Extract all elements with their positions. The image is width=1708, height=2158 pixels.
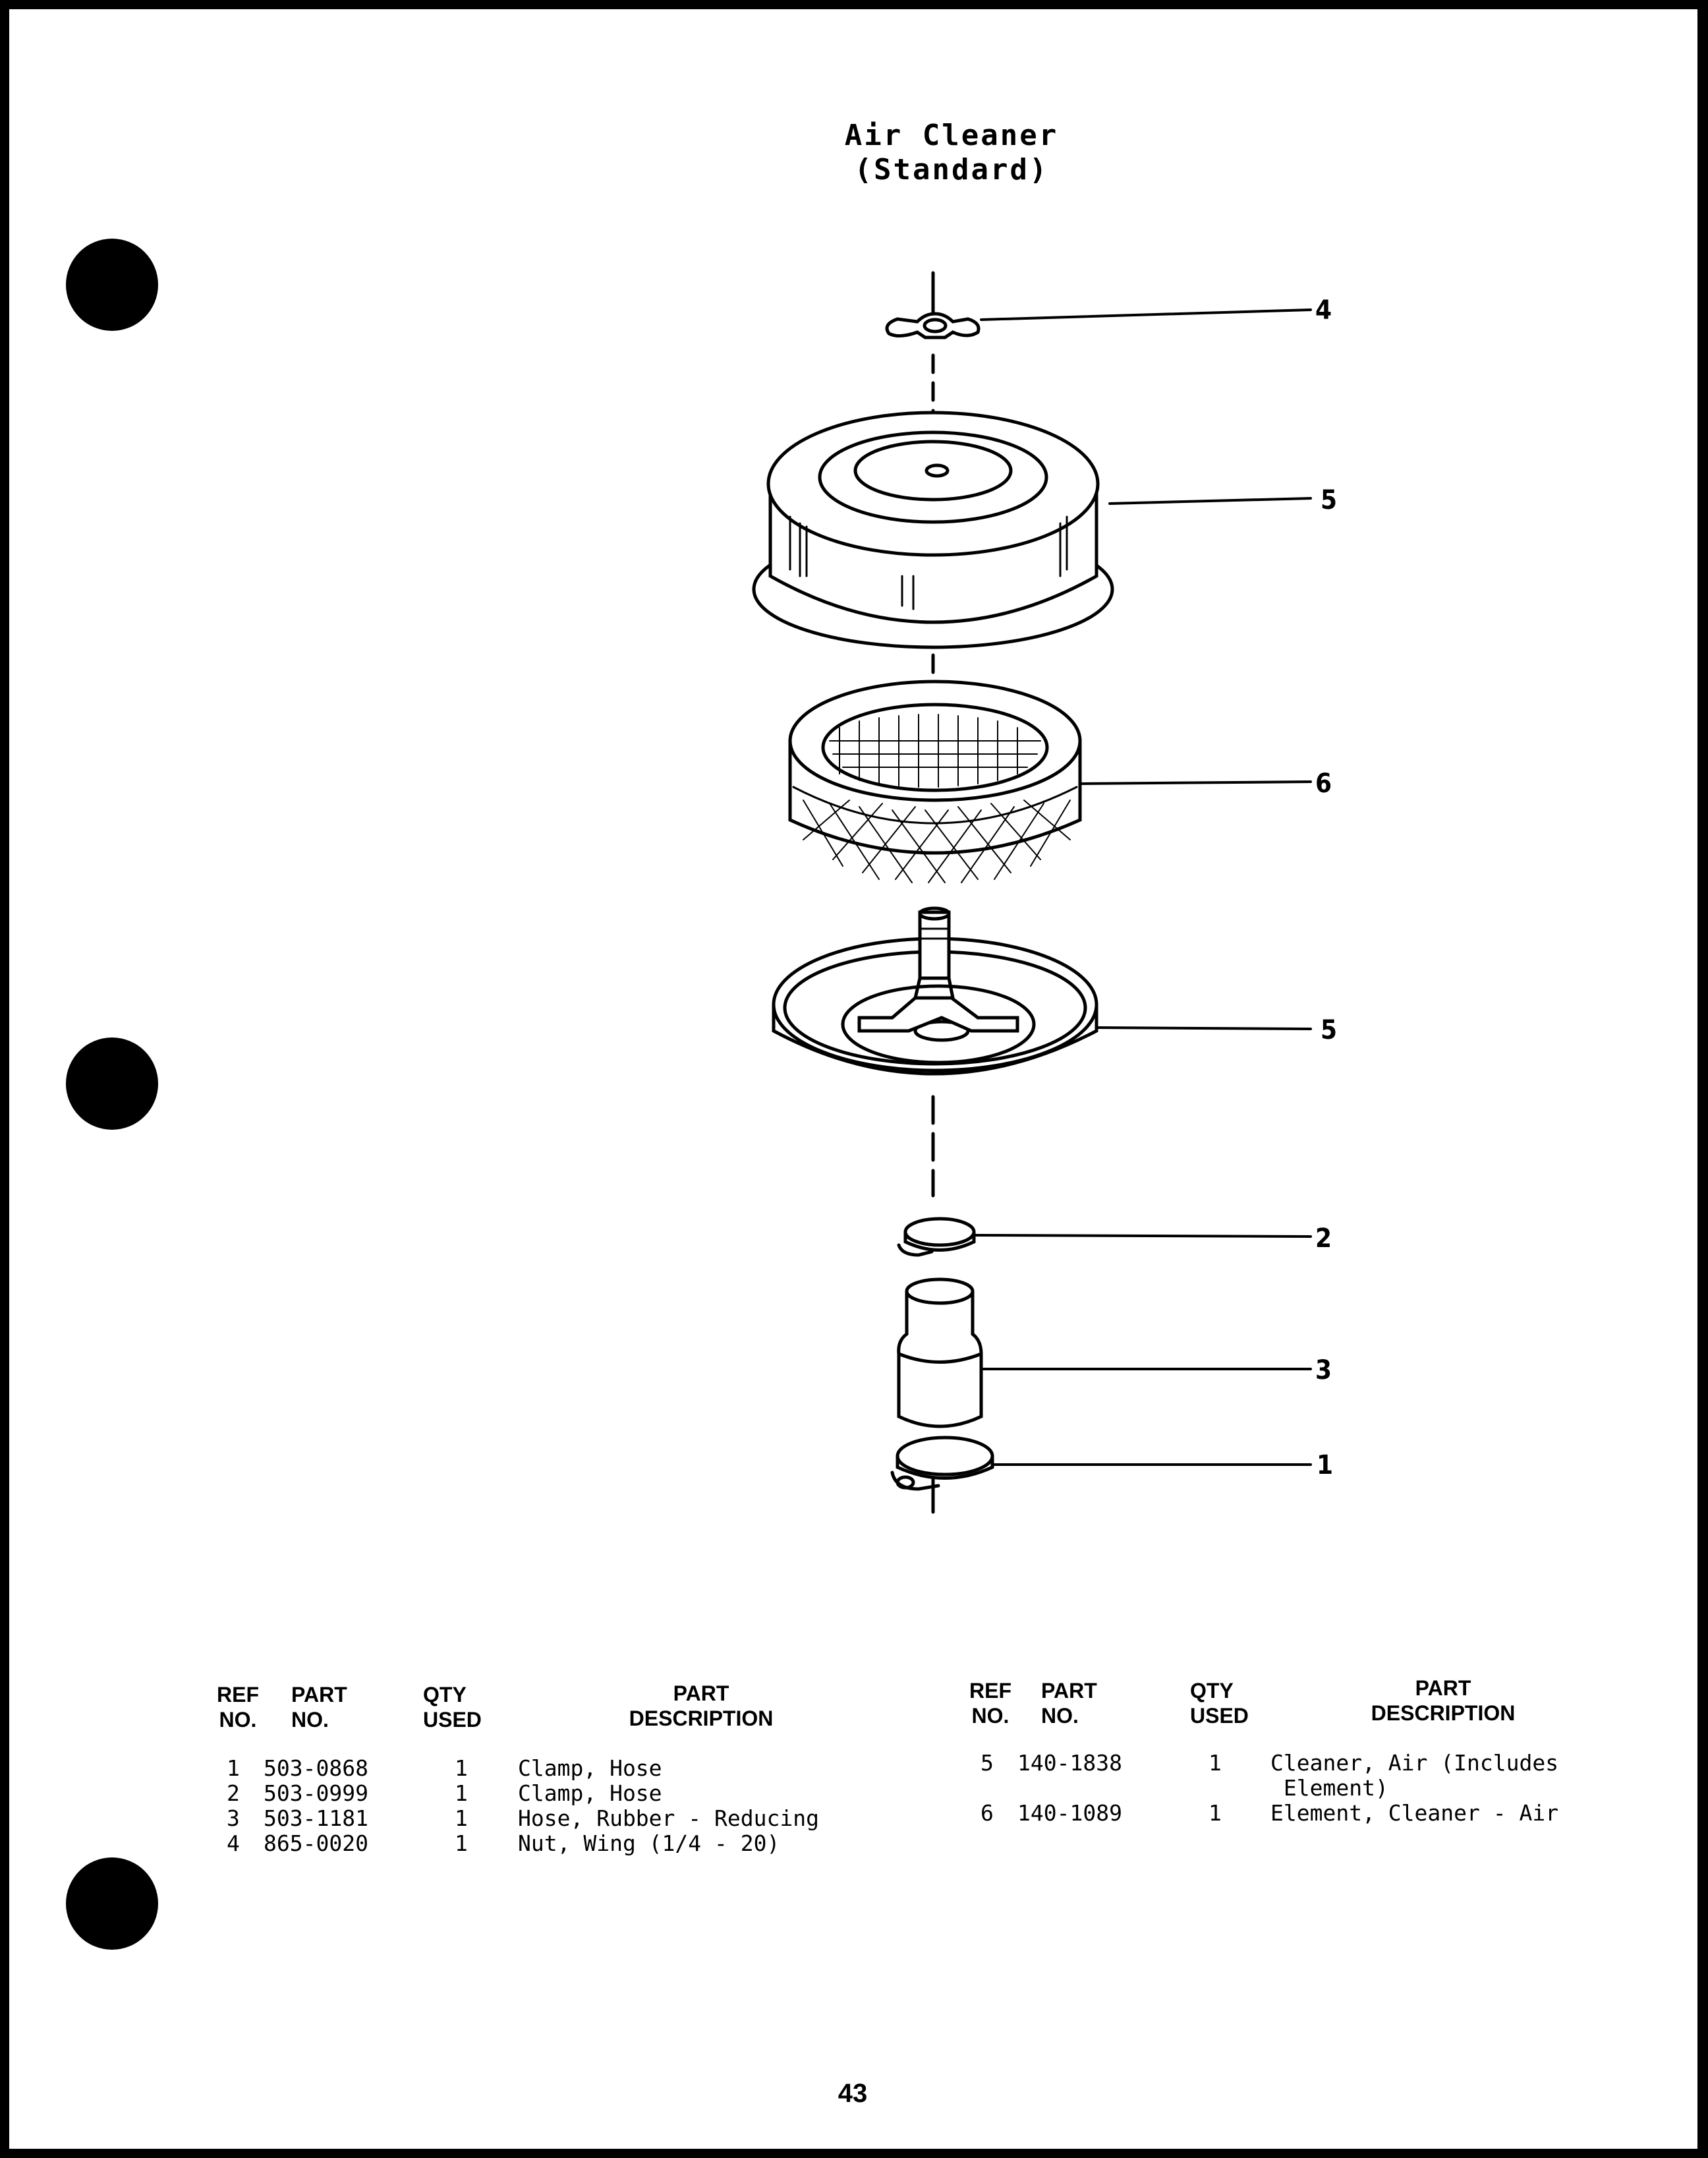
row-2-part: 503-0999 xyxy=(264,1780,368,1806)
page-number: 43 xyxy=(838,2079,868,2108)
filter-element-part xyxy=(790,682,1080,883)
header-part-no-right: PART NO. xyxy=(1041,1679,1097,1728)
callout-5-cover: 5 xyxy=(1321,485,1338,515)
row-3-ref: 3 xyxy=(227,1805,240,1831)
row-4-desc: Nut, Wing (1/4 - 20) xyxy=(518,1830,780,1856)
header-qty-used-right: QTY USED xyxy=(1190,1679,1249,1728)
hose-clamp-lower-part xyxy=(892,1438,992,1489)
row-3-desc: Hose, Rubber - Reducing xyxy=(518,1805,819,1831)
callout-4: 4 xyxy=(1315,295,1332,326)
header-qty-used: QTY USED xyxy=(423,1683,482,1732)
row-6-qty: 1 xyxy=(1209,1800,1222,1826)
row-5-qty: 1 xyxy=(1209,1750,1222,1776)
row-3-part: 503-1181 xyxy=(264,1805,368,1831)
row-2-desc: Clamp, Hose xyxy=(518,1780,662,1806)
manual-page xyxy=(9,9,1697,2149)
rubber-hose-part xyxy=(899,1279,981,1426)
header-part-description-right: PART DESCRIPTION xyxy=(1371,1676,1516,1725)
wing-nut-part xyxy=(887,314,979,337)
header-ref-no: REF NO. xyxy=(217,1683,259,1732)
row-1-part: 503-0868 xyxy=(264,1755,368,1781)
row-6-ref: 6 xyxy=(981,1800,994,1826)
row-1-ref: 1 xyxy=(227,1755,240,1781)
callout-3: 3 xyxy=(1315,1355,1332,1385)
callout-2: 2 xyxy=(1315,1223,1332,1254)
row-2-ref: 2 xyxy=(227,1780,240,1806)
header-part-no: PART NO. xyxy=(291,1683,347,1732)
row-5-desc: Cleaner, Air (Includes Element) xyxy=(1270,1750,1559,1801)
row-4-qty: 1 xyxy=(455,1830,468,1856)
row-3-qty: 1 xyxy=(455,1805,468,1831)
row-5-ref: 5 xyxy=(981,1750,994,1776)
row-6-desc: Element, Cleaner - Air xyxy=(1270,1800,1559,1826)
row-4-part: 865-0020 xyxy=(264,1830,368,1856)
callout-1: 1 xyxy=(1317,1450,1334,1480)
title-line-2: (Standard) xyxy=(854,153,1049,187)
hose-clamp-upper-part xyxy=(899,1219,974,1255)
row-6-part: 140-1089 xyxy=(1017,1800,1122,1826)
exploded-parts-diagram xyxy=(9,9,1697,2149)
row-4-ref: 4 xyxy=(227,1830,240,1856)
header-ref-no-right: REF NO. xyxy=(969,1679,1011,1728)
callout-5-base: 5 xyxy=(1321,1015,1338,1045)
row-1-desc: Clamp, Hose xyxy=(518,1755,662,1781)
title-line-1: Air Cleaner xyxy=(844,119,1059,152)
base-part xyxy=(774,908,1096,1074)
callout-6: 6 xyxy=(1315,769,1332,799)
row-1-qty: 1 xyxy=(455,1755,468,1781)
row-2-qty: 1 xyxy=(455,1780,468,1806)
header-part-description: PART DESCRIPTION xyxy=(629,1681,774,1730)
row-5-part: 140-1838 xyxy=(1017,1750,1122,1776)
cover-part xyxy=(754,413,1112,647)
